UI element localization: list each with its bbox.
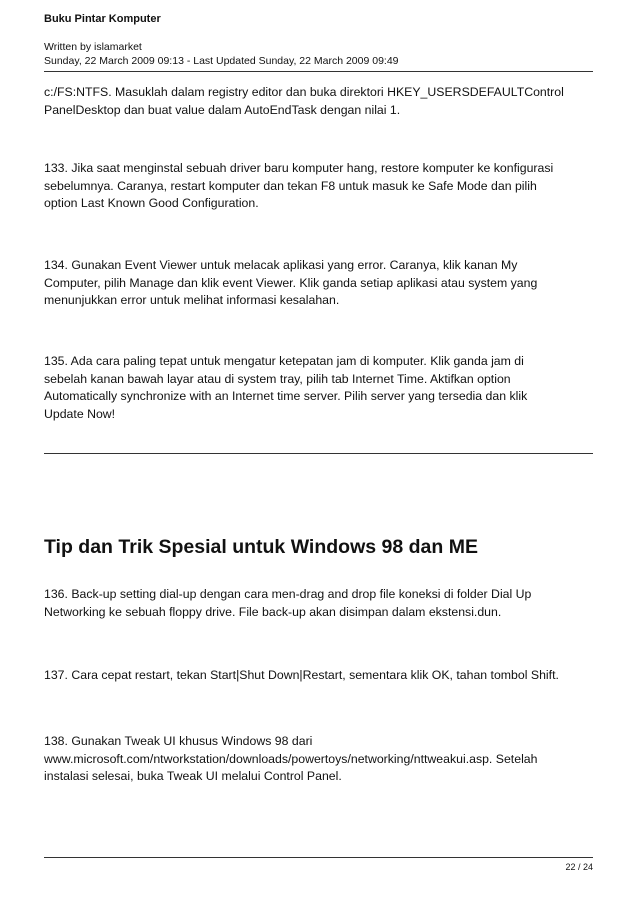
footer-divider bbox=[44, 857, 593, 858]
document-title: Buku Pintar Komputer bbox=[44, 13, 161, 25]
paragraph-registry-tip: c:/FS:NTFS. Masuklah dalam registry editor dan buka direktori HKEY_USERSDEFAULTControl PanelDesktop dan buat value dalam AutoEndTask dengan nilai 1. bbox=[44, 85, 564, 117]
page-number: 22 / 24 bbox=[565, 862, 593, 872]
paragraph-tip-133: 133. Jika saat menginstal sebuah driver baru komputer hang, restore komputer ke konfigurasi sebelumnya. Caranya, restart komputer dan tekan F8 untuk masuk ke Safe Mode dan pilih option Last Known Good Configuration. bbox=[44, 161, 554, 210]
section-heading: Tip dan Trik Spesial untuk Windows 98 dan ME bbox=[44, 536, 478, 558]
paragraph-tip-134: 134. Gunakan Event Viewer untuk melacak aplikasi yang error. Caranya, klik kanan My Computer, pilih Manage dan klik event Viewer. Klik ganda setiap aplikasi atau system yang menunjukkan error untuk melihat informasi kesalahan. bbox=[44, 258, 538, 307]
paragraph-tip-136: 136. Back-up setting dial-up dengan cara men-drag and drop file koneksi di folder Dial Up Networking ke sebuah floppy drive. File back-up akan disimpan dalam ekstensi.dun. bbox=[44, 587, 532, 619]
paragraph-tip-135: 135. Ada cara paling tepat untuk mengatur ketepatan jam di komputer. Klik ganda jam di sebelah kanan bawah layar atau di system tray, pilih tab Internet Time. Aktifkan option Automatically synchronize with an Internet time server. Pilih server yang tersedia dan klik Update Now! bbox=[44, 354, 528, 421]
section-divider bbox=[44, 453, 593, 454]
paragraph-tip-138: 138. Gunakan Tweak UI khusus Windows 98 dari www.microsoft.com/ntworkstation/downloads/powertoys/networking/nttweakui.asp. Setelah instalasi selesai, buka Tweak UI melalui Control Panel. bbox=[44, 734, 538, 783]
paragraph-tip-137: 137. Cara cepat restart, tekan Start|Shut Down|Restart, sementara klik OK, tahan tombol Shift. bbox=[44, 668, 559, 682]
date-line: Sunday, 22 March 2009 09:13 - Last Updated Sunday, 22 March 2009 09:49 bbox=[44, 55, 399, 67]
author-line: Written by islamarket bbox=[44, 41, 142, 53]
header-divider bbox=[44, 71, 593, 72]
